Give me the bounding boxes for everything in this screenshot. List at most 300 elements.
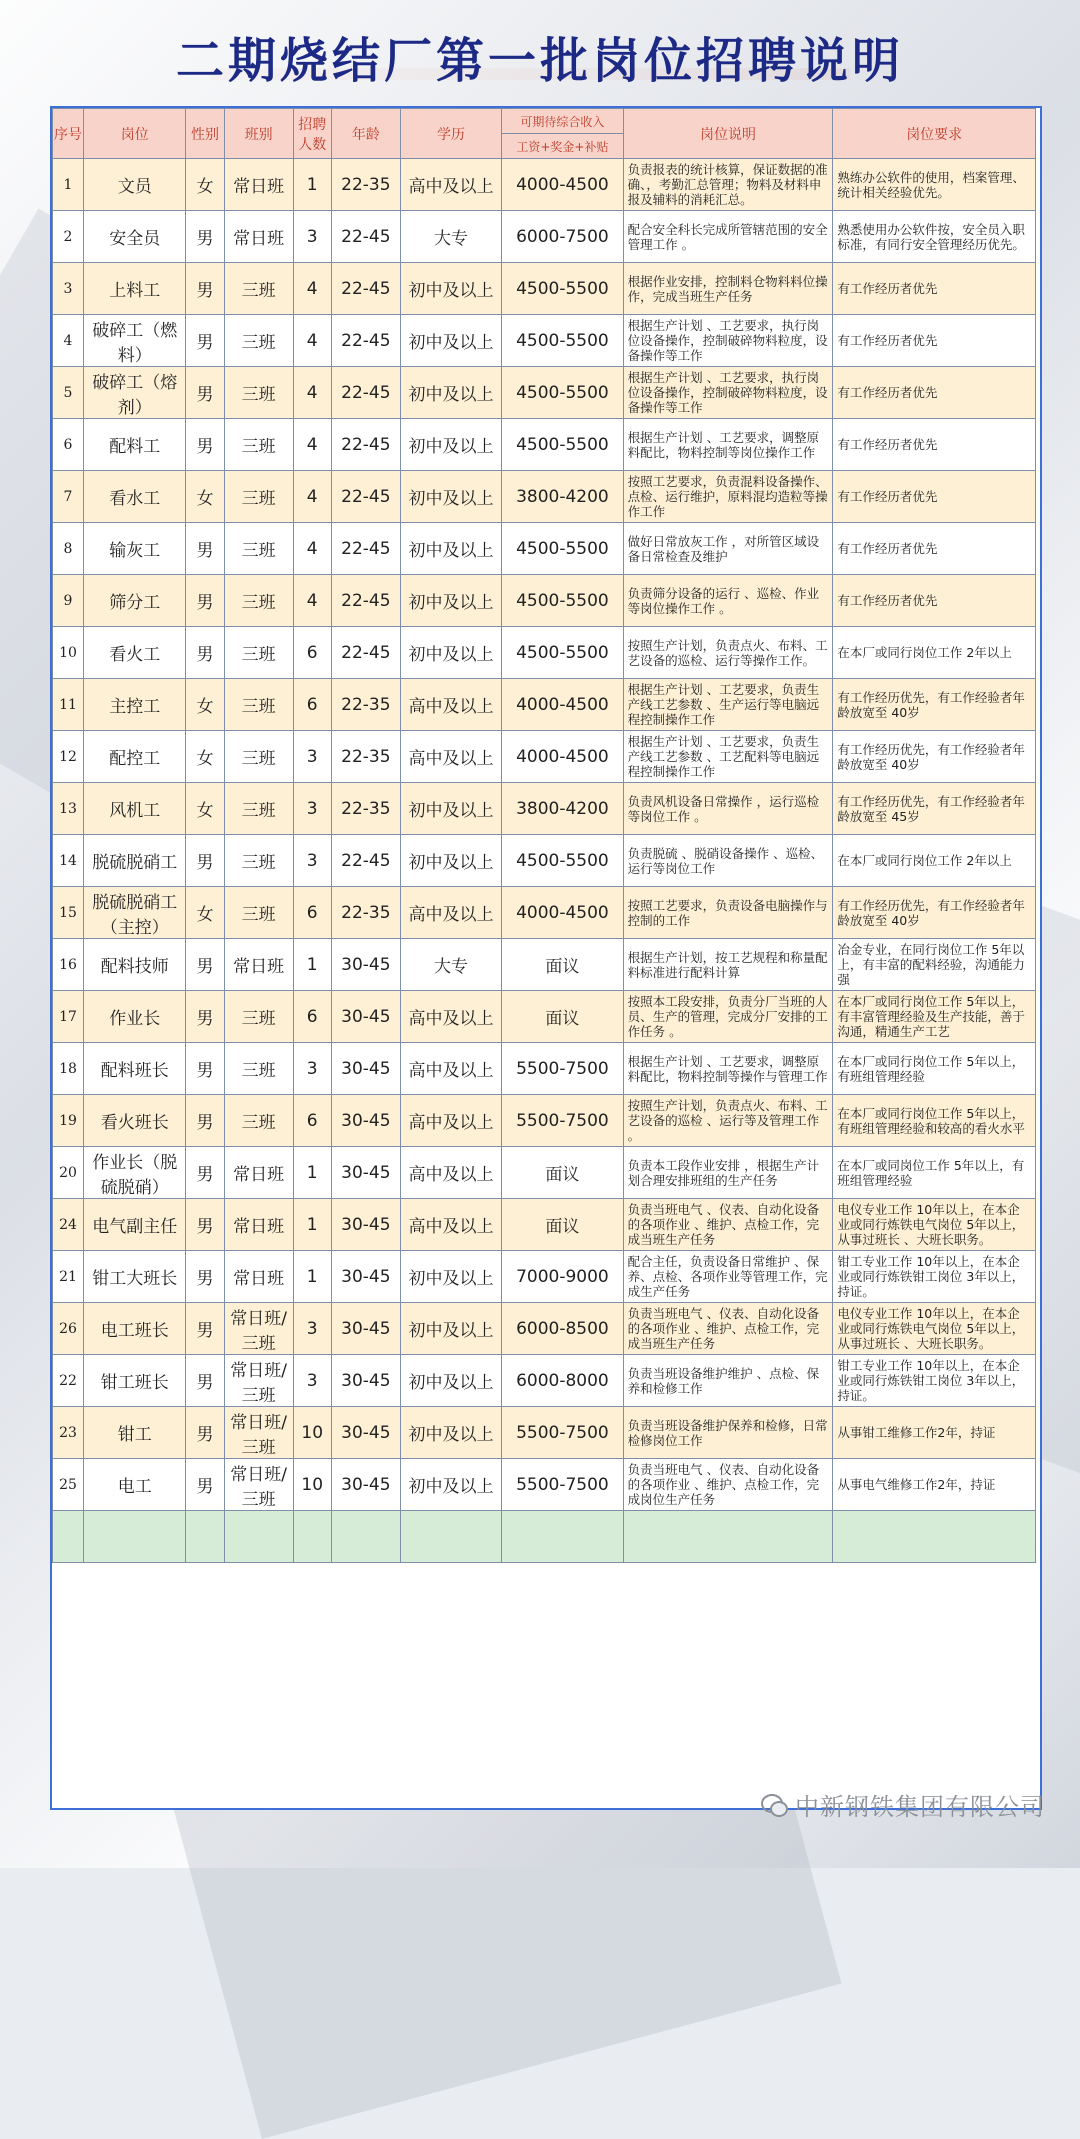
row-age: 22-45 [331,471,400,523]
row-income: 面议 [502,939,624,991]
row-requirement: 有工作经历优先，有工作经验者年龄放宽至 40岁 [833,679,1036,731]
row-shift: 常日班 [224,1251,293,1303]
row-age: 22-45 [331,211,400,263]
row-shift: 常日班 [224,1199,293,1251]
row-description: 根据作业安排，控制料仓物料料位操作，完成当班生产任务 [623,263,833,315]
row-education: 大专 [400,939,501,991]
row-shift: 三班 [224,263,293,315]
row-education: 初中及以上 [400,835,501,887]
row-requirement: 有工作经历优先，有工作经验者年龄放宽至 40岁 [833,887,1036,939]
row-index: 25 [53,1459,84,1511]
row-age: 22-35 [331,887,400,939]
row-education: 初中及以上 [400,783,501,835]
row-requirement: 有工作经历者优先 [833,367,1036,419]
row-requirement: 从事电气维修工作2年，持证 [833,1459,1036,1511]
row-description: 根据生产计划 、工艺要求，调整原料配比，物料控制等岗位操作工作 [623,419,833,471]
footer-cell [186,1511,224,1563]
row-position: 脱硫脱硝工 [83,835,185,887]
row-count: 6 [293,1095,331,1147]
row-shift: 三班 [224,367,293,419]
row-description: 按照工艺要求，负责混料设备操作、点检、运行维护，原料混均造粒等操作工作 [623,471,833,523]
table-row [53,1303,1036,1355]
row-income: 6000-8500 [502,1303,624,1355]
row-gender: 男 [186,991,224,1043]
row-count: 3 [293,1355,331,1407]
row-education: 初中及以上 [400,1407,501,1459]
row-count: 4 [293,315,331,367]
row-index: 19 [53,1095,84,1147]
table-row [53,1355,1036,1407]
row-income: 4500-5500 [502,419,624,471]
row-count: 1 [293,1147,331,1199]
row-position: 文员 [83,159,185,211]
row-requirement: 有工作经历优先，有工作经验者年龄放宽至 40岁 [833,731,1036,783]
row-shift: 常日班 [224,939,293,991]
row-description: 负责脱硫 、脱硝设备操作 、巡检、运行等岗位工作 [623,835,833,887]
row-position: 配料技师 [83,939,185,991]
row-requirement: 在本厂或同行岗位工作 5年以上，有班组管理经验 [833,1043,1036,1095]
header-requirement: 岗位要求 [833,109,1036,159]
row-description: 根据生产计划 、工艺要求，执行岗位设备操作，控制破碎物料粒度，设备操作等工作 [623,315,833,367]
row-shift: 常日班/三班 [224,1407,293,1459]
header-position: 岗位 [83,109,185,159]
row-count: 6 [293,679,331,731]
header-age: 年龄 [331,109,400,159]
footer-cell [400,1511,501,1563]
row-index: 23 [53,1407,84,1459]
row-index: 4 [53,315,84,367]
row-count: 4 [293,263,331,315]
row-shift: 常日班 [224,159,293,211]
row-count: 3 [293,211,331,263]
row-index: 5 [53,367,84,419]
table-row [53,263,1036,315]
row-description: 负责当班设备维护维护 、点检、保养和检修工作 [623,1355,833,1407]
header-shift: 班别 [224,109,293,159]
row-shift: 三班 [224,887,293,939]
row-income: 面议 [502,991,624,1043]
row-gender: 男 [186,1251,224,1303]
row-age: 30-45 [331,1355,400,1407]
row-count: 1 [293,939,331,991]
row-gender: 男 [186,1043,224,1095]
row-requirement: 有工作经历者优先 [833,419,1036,471]
row-age: 22-45 [331,263,400,315]
row-gender: 男 [186,1355,224,1407]
row-income: 5500-7500 [502,1043,624,1095]
row-shift: 三班 [224,471,293,523]
row-shift: 三班 [224,731,293,783]
row-description: 按照生产计划，负责点火、布料、工艺设备的巡检 、运行等及管理工作 。 [623,1095,833,1147]
row-gender: 男 [186,1303,224,1355]
row-index: 12 [53,731,84,783]
row-count: 3 [293,731,331,783]
row-position: 破碎工（燃料） [83,315,185,367]
row-age: 22-35 [331,731,400,783]
row-description: 负责当班电气 、仪表、自动化设备的各项作业 、维护、点检工作，完成当班生产任务 [623,1199,833,1251]
row-count: 10 [293,1407,331,1459]
row-income: 4500-5500 [502,263,624,315]
row-position: 看水工 [83,471,185,523]
header-description: 岗位说明 [623,109,833,159]
row-requirement: 有工作经历者优先 [833,523,1036,575]
row-gender: 男 [186,627,224,679]
row-gender: 男 [186,523,224,575]
row-position: 输灰工 [83,523,185,575]
row-income: 5500-7500 [502,1407,624,1459]
row-description: 做好日常放灰工作 ，对所管区域设备日常检查及维护 [623,523,833,575]
row-income: 4500-5500 [502,627,624,679]
row-index: 15 [53,887,84,939]
row-income: 面议 [502,1147,624,1199]
row-shift: 三班 [224,523,293,575]
row-education: 高中及以上 [400,1095,501,1147]
row-gender: 男 [186,1199,224,1251]
row-income: 4000-4500 [502,159,624,211]
row-count: 6 [293,627,331,679]
table-row [53,679,1036,731]
row-shift: 常日班 [224,1147,293,1199]
row-index: 18 [53,1043,84,1095]
row-income: 4000-4500 [502,679,624,731]
row-position: 看火班长 [83,1095,185,1147]
row-description: 负责当班电气 、仪表、自动化设备的各项作业 、维护、点检工作，完成岗位生产任务 [623,1459,833,1511]
row-gender: 男 [186,835,224,887]
row-position: 钳工班长 [83,1355,185,1407]
row-description: 按照生产计划，负责点火、布料、工艺设备的巡检、运行等操作工作。 [623,627,833,679]
row-education: 高中及以上 [400,1043,501,1095]
header-count: 招聘人数 [293,109,331,159]
row-position: 电气副主任 [83,1199,185,1251]
row-description: 根据生产计划 、工艺要求，执行岗位设备操作，控制破碎物料粒度，设备操作等工作 [623,367,833,419]
row-gender: 女 [186,159,224,211]
row-age: 22-35 [331,159,400,211]
row-gender: 女 [186,471,224,523]
row-education: 初中及以上 [400,1303,501,1355]
row-shift: 三班 [224,315,293,367]
table-row [53,575,1036,627]
row-gender: 男 [186,575,224,627]
footer-cell [83,1511,185,1563]
table-row [53,367,1036,419]
row-description: 配合主任，负责设备日常维护 、保养、点检、各项作业等管理工作，完成生产任务 [623,1251,833,1303]
row-income: 4500-5500 [502,523,624,575]
row-education: 高中及以上 [400,991,501,1043]
row-count: 6 [293,887,331,939]
header-education: 学历 [400,109,501,159]
row-requirement: 从事钳工维修工作2年，持证 [833,1407,1036,1459]
row-age: 30-45 [331,1043,400,1095]
row-count: 3 [293,1043,331,1095]
row-position: 主控工 [83,679,185,731]
row-shift: 常日班/三班 [224,1303,293,1355]
row-index: 22 [53,1355,84,1407]
row-index: 24 [53,1199,84,1251]
row-education: 初中及以上 [400,523,501,575]
row-position: 电工 [83,1459,185,1511]
row-requirement: 有工作经历者优先 [833,315,1036,367]
row-age: 30-45 [331,1147,400,1199]
row-count: 10 [293,1459,331,1511]
row-education: 初中及以上 [400,627,501,679]
row-requirement: 熟练办公软件的使用，档案管理、统计相关经验优先。 [833,159,1036,211]
row-education: 高中及以上 [400,159,501,211]
row-index: 11 [53,679,84,731]
table-footer-row [53,1511,1036,1563]
row-requirement: 钳工专业工作 10年以上，在本企业或同行炼铁钳工岗位 3年以上，持证。 [833,1251,1036,1303]
row-requirement: 有工作经历优先，有工作经验者年龄放宽至 45岁 [833,783,1036,835]
watermark [761,1787,1045,1822]
row-education: 初中及以上 [400,419,501,471]
table-row [53,1251,1036,1303]
row-gender: 女 [186,679,224,731]
row-position: 安全员 [83,211,185,263]
table-row [53,159,1036,211]
row-gender: 男 [186,1095,224,1147]
row-count: 4 [293,367,331,419]
row-position: 上料工 [83,263,185,315]
row-index: 8 [53,523,84,575]
wechat-icon [761,1794,787,1816]
row-gender: 女 [186,783,224,835]
row-requirement: 在本厂或同行岗位工作 5年以上，有班组管理经验和较高的看火水平 [833,1095,1036,1147]
row-count: 1 [293,159,331,211]
recruitment-table-container [50,106,1042,1810]
table-row [53,1043,1036,1095]
row-education: 初中及以上 [400,1355,501,1407]
row-count: 4 [293,471,331,523]
footer-cell [833,1511,1036,1563]
row-age: 30-45 [331,1095,400,1147]
row-income: 4500-5500 [502,367,624,419]
row-description: 根据生产计划 、工艺要求，负责生产线工艺参数 、工艺配料等电脑远程控制操作工作 [623,731,833,783]
row-requirement: 在本厂或同行岗位工作 5年以上，有丰富管理经验及生产技能，善于沟通，精通生产工艺 [833,991,1036,1043]
row-count: 4 [293,523,331,575]
table-row [53,783,1036,835]
row-education: 高中及以上 [400,887,501,939]
row-shift: 三班 [224,835,293,887]
row-age: 22-45 [331,575,400,627]
table-row [53,887,1036,939]
row-education: 高中及以上 [400,1199,501,1251]
row-age: 22-45 [331,315,400,367]
row-count: 4 [293,419,331,471]
row-education: 初中及以上 [400,1251,501,1303]
row-age: 30-45 [331,991,400,1043]
table-row [53,1199,1036,1251]
page-title: 二期烧结厂第一批岗位招聘说明 [0,22,1080,91]
row-index: 16 [53,939,84,991]
row-index: 7 [53,471,84,523]
row-index: 2 [53,211,84,263]
table-row [53,627,1036,679]
table-row [53,211,1036,263]
row-count: 3 [293,783,331,835]
row-income: 3800-4200 [502,471,624,523]
row-gender: 女 [186,731,224,783]
row-requirement: 有工作经历者优先 [833,471,1036,523]
row-description: 负责本工段作业安排 ，根据生产计划合理安排班组的生产任务 [623,1147,833,1199]
row-age: 22-45 [331,627,400,679]
table-row [53,1147,1036,1199]
row-description: 负责当班电气 、仪表、自动化设备的各项作业 、维护、点检工作，完成当班生产任务 [623,1303,833,1355]
row-index: 17 [53,991,84,1043]
row-age: 30-45 [331,1303,400,1355]
row-index: 9 [53,575,84,627]
row-age: 22-45 [331,523,400,575]
row-shift: 三班 [224,679,293,731]
table-row [53,1459,1036,1511]
row-age: 22-35 [331,679,400,731]
row-count: 1 [293,1251,331,1303]
header-index: 序号 [53,109,84,159]
row-requirement: 钳工专业工作 10年以上，在本企业或同行炼铁钳工岗位 3年以上，持证。 [833,1355,1036,1407]
row-shift: 三班 [224,991,293,1043]
row-position: 配控工 [83,731,185,783]
row-index: 13 [53,783,84,835]
row-income: 7000-9000 [502,1251,624,1303]
row-income: 5500-7500 [502,1095,624,1147]
row-education: 高中及以上 [400,679,501,731]
row-gender: 女 [186,887,224,939]
row-count: 3 [293,835,331,887]
row-requirement: 电仪专业工作 10年以上，在本企业或同行炼铁电气岗位 5年以上，从事过班长 、大班长职务。 [833,1303,1036,1355]
row-description: 配合安全科长完成所管辖范围的安全管理工作 。 [623,211,833,263]
footer-cell [53,1511,84,1563]
row-index: 1 [53,159,84,211]
row-position: 钳工 [83,1407,185,1459]
row-income: 4500-5500 [502,835,624,887]
row-position: 破碎工（熔剂） [83,367,185,419]
row-age: 30-45 [331,939,400,991]
row-gender: 男 [186,263,224,315]
row-education: 初中及以上 [400,367,501,419]
row-position: 风机工 [83,783,185,835]
row-description: 负责风机设备日常操作 ，运行巡检等岗位工作 。 [623,783,833,835]
row-gender: 男 [186,315,224,367]
row-shift: 常日班 [224,211,293,263]
row-education: 初中及以上 [400,315,501,367]
footer-cell [224,1511,293,1563]
row-requirement: 在本厂或同行岗位工作 2年以上 [833,835,1036,887]
row-gender: 男 [186,939,224,991]
row-index: 14 [53,835,84,887]
row-index: 10 [53,627,84,679]
row-education: 大专 [400,211,501,263]
row-description: 负责筛分设备的运行 、巡检、作业等岗位操作工作 。 [623,575,833,627]
table-row [53,471,1036,523]
recruitment-table [52,108,1036,1563]
row-position: 配料班长 [83,1043,185,1095]
row-position: 筛分工 [83,575,185,627]
row-gender: 男 [186,1459,224,1511]
footer-cell [623,1511,833,1563]
row-income: 4500-5500 [502,315,624,367]
row-description: 负责当班设备维护保养和检修，日常检修岗位工作 [623,1407,833,1459]
row-index: 26 [53,1303,84,1355]
table-row [53,991,1036,1043]
row-position: 作业长（脱硫脱硝） [83,1147,185,1199]
row-age: 22-45 [331,367,400,419]
table-row [53,1095,1036,1147]
row-income: 3800-4200 [502,783,624,835]
row-shift: 常日班/三班 [224,1459,293,1511]
table-row [53,419,1036,471]
row-shift: 三班 [224,419,293,471]
table-body [53,159,1036,1563]
row-education: 初中及以上 [400,263,501,315]
row-position: 看火工 [83,627,185,679]
row-requirement: 有工作经历者优先 [833,575,1036,627]
row-education: 高中及以上 [400,1147,501,1199]
table-row [53,523,1036,575]
row-count: 6 [293,991,331,1043]
footer-cell [502,1511,624,1563]
header-gender: 性别 [186,109,224,159]
row-gender: 男 [186,367,224,419]
table-row [53,939,1036,991]
row-gender: 男 [186,211,224,263]
row-requirement: 电仪专业工作 10年以上，在本企业或同行炼铁电气岗位 5年以上，从事过班长 、大班长职务。 [833,1199,1036,1251]
row-gender: 男 [186,1147,224,1199]
row-income: 6000-8000 [502,1355,624,1407]
table-row [53,835,1036,887]
row-index: 21 [53,1251,84,1303]
watermark-text: 中新钢铁集团有限公司 [795,1793,1045,1821]
row-income: 4000-4500 [502,731,624,783]
row-position: 作业长 [83,991,185,1043]
row-description: 按照本工段安排，负责分厂当班的人员、生产的管理，完成分厂安排的工作任务 。 [623,991,833,1043]
row-age: 22-45 [331,835,400,887]
table-row [53,731,1036,783]
row-education: 初中及以上 [400,471,501,523]
row-income: 4000-4500 [502,887,624,939]
table-row [53,315,1036,367]
row-requirement: 有工作经历者优先 [833,263,1036,315]
row-description: 根据生产计划 、工艺要求，调整原料配比，物料控制等操作与管理工作 [623,1043,833,1095]
row-position: 脱硫脱硝工（主控） [83,887,185,939]
row-shift: 三班 [224,1095,293,1147]
row-index: 20 [53,1147,84,1199]
row-education: 初中及以上 [400,1459,501,1511]
row-gender: 男 [186,1407,224,1459]
row-position: 电工班长 [83,1303,185,1355]
row-requirement: 冶金专业，在同行岗位工作 5年以上，有丰富的配料经验，沟通能力强 [833,939,1036,991]
row-age: 30-45 [331,1459,400,1511]
row-count: 1 [293,1199,331,1251]
header-income-sub: 工资+奖金+补贴 [502,134,624,159]
table-row [53,1407,1036,1459]
row-description: 按照工艺要求，负责设备电脑操作与控制的工作 [623,887,833,939]
row-description: 根据生产计划，按工艺规程和称量配料标准进行配料计算 [623,939,833,991]
row-education: 初中及以上 [400,575,501,627]
footer-cell [293,1511,331,1563]
header-income: 可期待综合收入 [502,109,624,134]
row-age: 22-45 [331,419,400,471]
footer-cell [331,1511,400,1563]
row-position: 配料工 [83,419,185,471]
row-gender: 男 [186,419,224,471]
row-shift: 常日班/三班 [224,1355,293,1407]
row-index: 3 [53,263,84,315]
row-age: 30-45 [331,1407,400,1459]
row-shift: 三班 [224,575,293,627]
row-age: 30-45 [331,1199,400,1251]
row-income: 面议 [502,1199,624,1251]
row-age: 22-35 [331,783,400,835]
row-education: 高中及以上 [400,731,501,783]
row-shift: 三班 [224,783,293,835]
